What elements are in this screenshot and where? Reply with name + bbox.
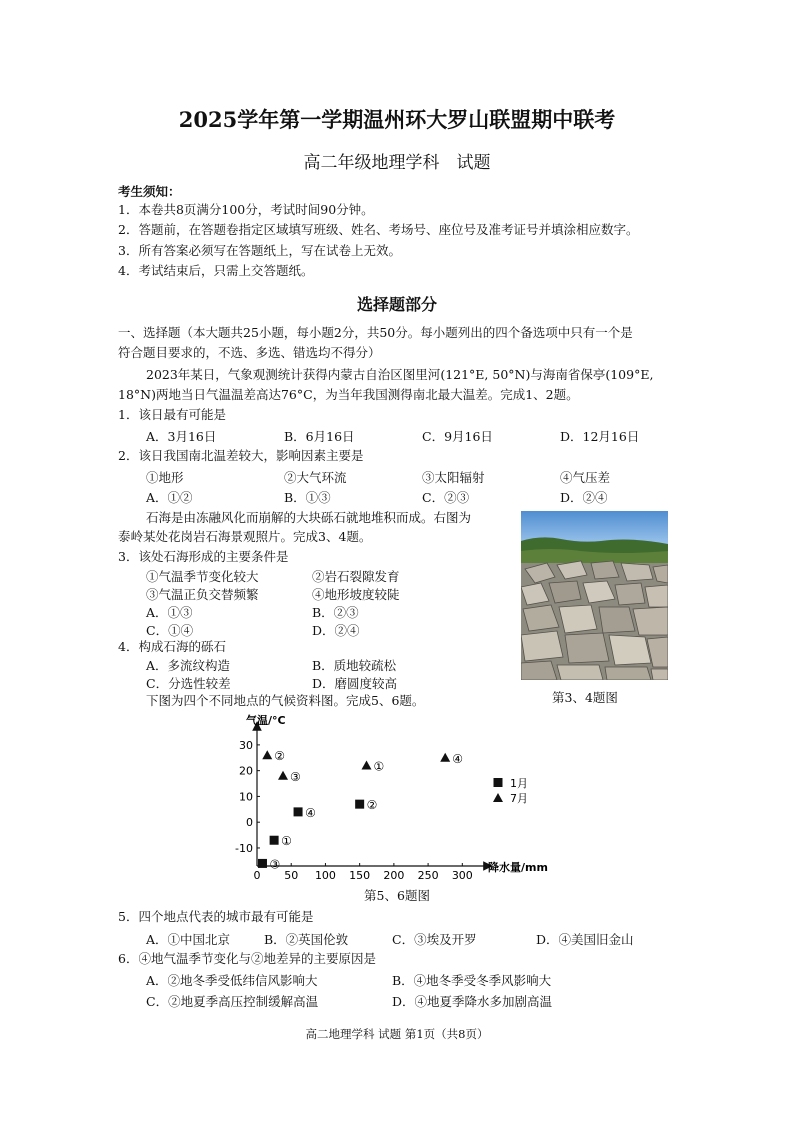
option-a: A．多流纹构造 <box>146 658 231 673</box>
x-tick-label: 300 <box>451 869 473 882</box>
passage-text: 下图为四个不同地点的气候资料图。完成5、6题。 <box>146 693 425 708</box>
chart-caption: 第5、6题图 <box>364 888 430 903</box>
option-b: B．6月16日 <box>284 429 355 444</box>
factor-item: ②大气环流 <box>284 470 347 485</box>
y-tick-label: 0 <box>246 816 253 830</box>
question-stem: 6．④地气温季节变化与②地差异的主要原因是 <box>118 951 376 966</box>
part-instructions: 符合题目要求的，不选、多选、错选均不得分） <box>118 345 381 360</box>
factor-item: ④气压差 <box>560 470 611 485</box>
legend-jul-marker <box>493 793 503 802</box>
option-c: C．①④ <box>146 623 194 638</box>
section-title: 选择题部分 <box>356 295 437 314</box>
page-footer: 高二地理学科 试题 第1页（共8页） <box>305 1027 489 1041</box>
option-a: A．①③ <box>146 605 193 620</box>
option-b: B．②③ <box>312 605 359 620</box>
option-c: C．③埃及开罗 <box>392 932 477 947</box>
photo-caption: 第3、4题图 <box>552 690 618 705</box>
option-c: C．②③ <box>422 490 470 505</box>
option-c: C．②地夏季高压控制缓解高温 <box>146 994 319 1009</box>
option-c: C．9月16日 <box>422 429 493 444</box>
y-tick-label: 10 <box>239 790 253 804</box>
passage-text: 泰岭某处花岗岩石海景观照片。完成3、4题。 <box>118 529 372 544</box>
y-axis-label: 气温/°C <box>246 714 286 727</box>
legend-jul-label: 7月 <box>510 792 528 805</box>
notice-heading: 考生须知： <box>118 184 181 199</box>
y-tick-label: 30 <box>239 738 253 752</box>
notice-item: 1．本卷共8页满分100分，考试时间90分钟。 <box>118 202 374 217</box>
factor-item: ③太阳辐射 <box>422 470 485 485</box>
point-label: ① <box>373 759 385 774</box>
jul-point-marker <box>262 750 272 759</box>
exam-subtitle: 高二年级地理学科 试题 <box>303 153 491 173</box>
factor-item: ③气温正负交替频繁 <box>146 587 259 602</box>
x-tick-label: 50 <box>284 869 299 882</box>
option-b: B．②英国伦敦 <box>264 932 349 947</box>
passage-text: 18°N)两地当日气温温差高达76°C，为当年我国测得南北最大温差。完成1、2题。 <box>118 387 579 402</box>
jan-point-marker <box>258 859 267 868</box>
question-stem: 5．四个地点代表的城市最有可能是 <box>118 909 314 924</box>
passage-text: 石海是由冻融风化而崩解的大块砾石就地堆积而成。右图为 <box>146 510 472 525</box>
notice-item: 2．答题前，在答题卷指定区域填写班级、姓名、考场号、座位号及准考证号并填涂相应数字。 <box>118 222 639 237</box>
question-stem: 1．该日最有可能是 <box>118 407 226 422</box>
jan-point-marker <box>294 807 303 816</box>
jan-point-marker <box>355 800 364 809</box>
jul-point-marker <box>362 761 372 770</box>
point-label: ② <box>366 798 378 813</box>
option-d: D．12月16日 <box>560 429 640 444</box>
factor-item: ①气温季节变化较大 <box>146 569 259 584</box>
option-d: D．④美国旧金山 <box>536 932 634 947</box>
question-stem: 4．构成石海的砾石 <box>118 639 226 654</box>
point-label: ④ <box>452 751 463 766</box>
factor-item: ①地形 <box>146 470 184 485</box>
legend-jan-label: 1月 <box>510 777 528 790</box>
legend-jan-marker <box>494 778 503 787</box>
point-label: ② <box>274 749 286 764</box>
option-d: D．④地夏季降水多加剧高温 <box>392 994 553 1009</box>
jan-point-marker <box>270 836 279 845</box>
y-tick-label: -10 <box>235 841 253 855</box>
option-a: A．①中国北京 <box>146 932 231 947</box>
option-d: D．磨圆度较高 <box>312 676 398 691</box>
passage-text: 2023年某日，气象观测统计获得内蒙古自治区图里河(121°E, 50°N)与海南省保亭(109°E, <box>146 367 654 382</box>
option-b: B．①③ <box>284 490 331 505</box>
option-d: D．②④ <box>312 623 360 638</box>
question-stem: 3．该处石海形成的主要条件是 <box>118 549 289 564</box>
notice-item: 4．考试结束后，只需上交答题纸。 <box>118 263 314 278</box>
option-b: B．质地较疏松 <box>312 658 397 673</box>
question-stem: 2．该日我国南北温差较大，影响因素主要是 <box>118 448 364 463</box>
x-tick-label: 0 <box>253 869 261 882</box>
option-d: D．②④ <box>560 490 608 505</box>
climate-scatter-chart <box>226 708 566 886</box>
notice-item: 3．所有答案必须写在答题纸上，写在试卷上无效。 <box>118 243 401 258</box>
y-tick-label: 20 <box>239 764 253 778</box>
exam-title: 2025学年第一学期温州环大罗山联盟期中联考 <box>178 107 616 132</box>
x-tick-label: 200 <box>383 869 405 882</box>
x-tick-label: 250 <box>417 869 439 882</box>
stone-sea-photo <box>521 511 668 680</box>
part-instructions: 一、选择题（本大题共25小题，每小题2分，共50分。每小题列出的四个备选项中只有一个是 <box>118 325 633 340</box>
option-b: B．④地冬季受冬季风影响大 <box>392 973 552 988</box>
jul-point-marker <box>278 771 288 780</box>
point-label: ③ <box>290 769 301 784</box>
x-tick-label: 150 <box>349 869 371 882</box>
x-axis-label: 降水量/mm <box>488 861 548 874</box>
jul-point-marker <box>440 753 450 762</box>
point-label: ④ <box>305 805 316 820</box>
option-c: C．分选性较差 <box>146 676 231 691</box>
option-a: A．3月16日 <box>146 429 217 444</box>
option-a: A．②地冬季受低纬信风影响大 <box>146 973 318 988</box>
x-tick-label: 100 <box>314 869 336 882</box>
option-a: A．①② <box>146 490 193 505</box>
factor-item: ②岩石裂隙发育 <box>312 569 400 584</box>
point-label: ① <box>281 834 292 849</box>
factor-item: ④地形坡度较陡 <box>312 587 400 602</box>
point-label: ③ <box>269 857 281 872</box>
